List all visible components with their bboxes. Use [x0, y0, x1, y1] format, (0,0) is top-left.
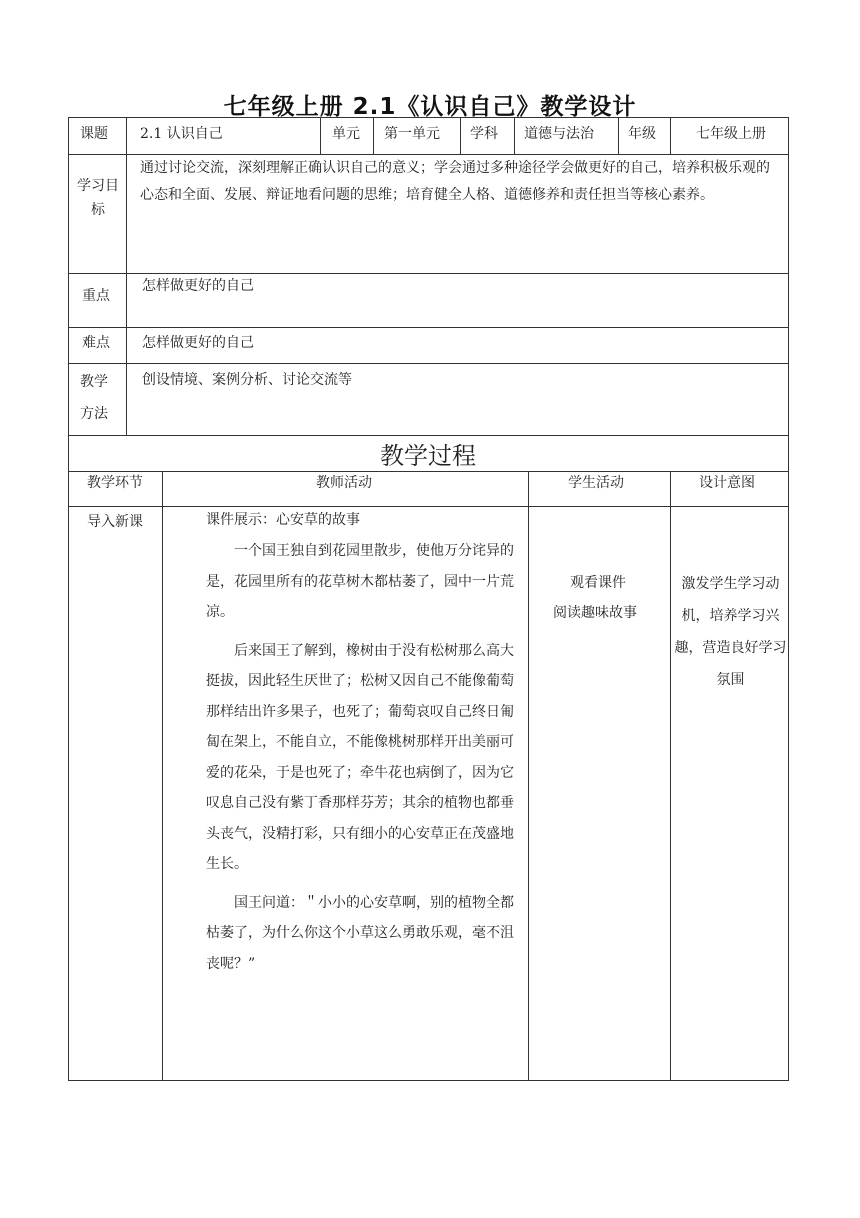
topic-value: 2.1 认识自己: [140, 126, 223, 142]
story-paragraph: 后来国王了解到，橡树由于没有松树那么高大挺拔，因此轻生厌世了；松树又因自己不能像葡萄那样结出许多果子，也死了；葡萄哀叹自己终日匍匐在架上，不能自立，不能像桃树那样开出美丽可爱的花朵，于是也死了；牵牛花也病倒了，因为它叹息自己没有紫丁香那样芬芳；其余的植物也都垂头丧气，没精打彩，只有细小的心安草正在茂盛地生长。: [206, 642, 514, 872]
method-text: 创设情境、案例分析、讨论交流等: [142, 372, 352, 388]
document-title: 七年级上册 2.1《认识自己》教学设计: [223, 94, 637, 120]
key-point-label: 重点: [82, 288, 110, 304]
grade-value: 七年级上册: [696, 126, 766, 142]
key-point-text: 怎样做更好的自己: [142, 278, 254, 294]
subject-value: 道德与法治: [524, 126, 594, 142]
student-activity-1: 观看课件: [570, 575, 626, 591]
teacher-heading: 课件展示：心安草的故事: [206, 512, 360, 528]
teacher-story: [206, 536, 518, 979]
col-stage-header: 教学环节: [87, 475, 143, 491]
student-activity-2: 阅读趣味故事: [553, 605, 637, 621]
difficulty-text: 怎样做更好的自己: [142, 335, 254, 351]
unit-label: 单元: [332, 126, 360, 142]
col-teacher-header: 教师活动: [316, 475, 372, 491]
subject-label: 学科: [470, 126, 498, 142]
difficulty-label: 难点: [82, 335, 110, 351]
unit-value: 第一单元: [384, 126, 440, 142]
grade-label: 年级: [628, 126, 656, 142]
col-intent-header: 设计意图: [699, 475, 755, 491]
story-paragraph: 一个国王独自到花园里散步，使他万分诧异的是，花园里所有的花草树木都枯萎了，园中一片荒凉。: [206, 543, 514, 620]
process-title: 教学过程: [380, 442, 476, 470]
topic-label: 课题: [80, 126, 108, 142]
intent-cell: 激发学生学习动机，培养学习兴趣，营造良好学习氛围: [674, 576, 787, 688]
method-label: 教学方法: [80, 374, 108, 422]
col-student-header: 学生活动: [568, 475, 624, 491]
story-paragraph: 国王问道：＂小小的心安草啊，别的植物全都枯萎了，为什么你这个小草这么勇敢乐观，毫不沮丧呢？”: [206, 894, 514, 972]
stage-cell: 导入新课: [87, 514, 143, 530]
objectives-text: 通过讨论交流，深刻理解正确认识自己的意义；学会通过多种途径学会做更好的自己，培养积极乐观的心态和全面、发展、辩证地看问题的思维；培育健全人格、道德修养和责任担当等核心素养。: [140, 160, 770, 203]
objectives-label: 学习目标: [77, 178, 119, 218]
